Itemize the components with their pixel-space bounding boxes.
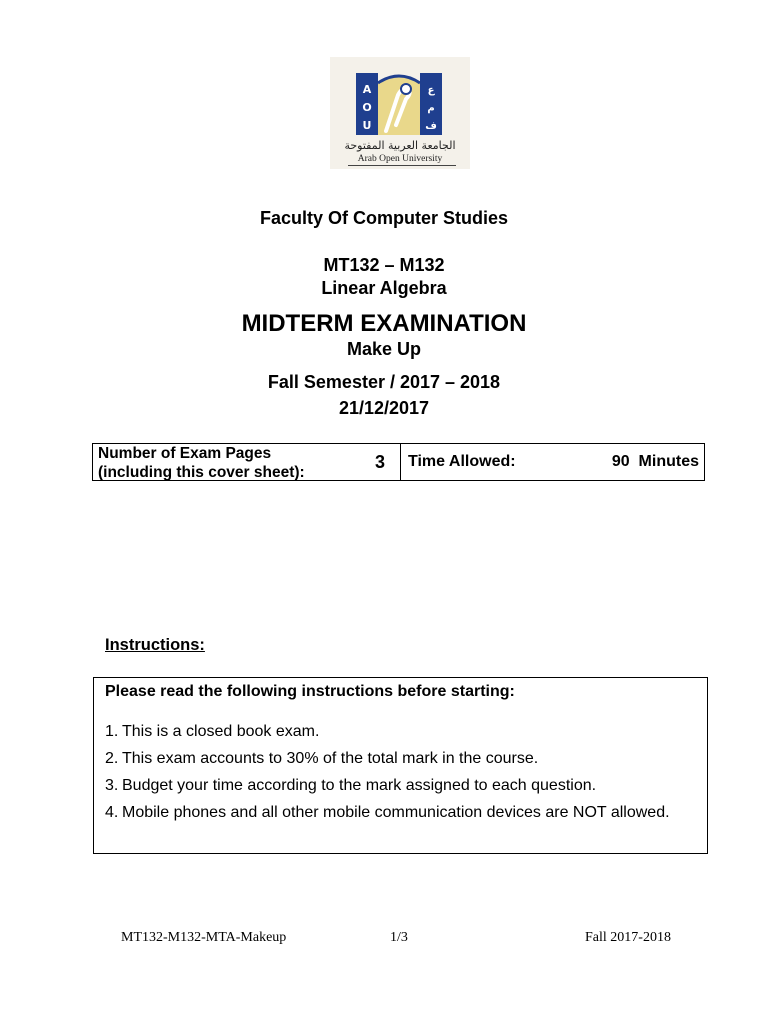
svg-text:م: م — [427, 103, 435, 114]
pages-label-line1: Number of Exam Pages — [98, 445, 272, 462]
item-text: This exam accounts to 30% of the total mark in the course. — [122, 750, 539, 767]
list-item — [105, 749, 697, 769]
university-logo — [330, 57, 470, 169]
item-text: Mobile phones and all other mobile communication devices are NOT allowed. — [122, 804, 670, 821]
exam-info-table — [92, 443, 705, 481]
svg-text:ف: ف — [425, 121, 437, 132]
instructions-intro: Please read the following instructions before starting: — [105, 683, 515, 700]
logo-english-name: Arab Open University — [330, 154, 470, 164]
footer-semester: Fall 2017-2018 — [585, 930, 671, 945]
svg-text:U: U — [362, 119, 372, 132]
pages-label-line2: (including this cover sheet): — [98, 464, 305, 481]
footer-page-number: 1/3 — [390, 930, 408, 945]
list-item — [105, 722, 697, 742]
instructions-box — [93, 677, 708, 854]
logo-arabic-name: الجامعة العربية المفتوحة — [344, 139, 456, 152]
footer-document-code: MT132-M132-MTA-Makeup — [121, 930, 287, 945]
semester: Fall Semester / 2017 – 2018 — [267, 372, 501, 392]
faculty-name: Faculty Of Computer Studies — [259, 208, 509, 228]
item-number: 1. — [105, 723, 119, 740]
exam-date: 21/12/2017 — [338, 398, 430, 418]
logo-gold-panel — [378, 75, 420, 135]
course-name: Linear Algebra — [321, 278, 447, 298]
item-number: 3. — [105, 777, 119, 794]
pages-label — [98, 444, 305, 482]
exam-title: MIDTERM EXAMINATION — [241, 310, 527, 337]
instructions-list — [105, 722, 697, 830]
item-number: 2. — [105, 750, 119, 767]
svg-text:O: O — [362, 101, 372, 114]
item-text: This is a closed book exam. — [122, 723, 320, 740]
svg-text:ع: ع — [427, 85, 435, 96]
svg-text:A: A — [362, 83, 372, 96]
item-text: Budget your time according to the mark assigned to each question. — [122, 777, 597, 794]
list-item — [105, 776, 697, 796]
item-number: 4. — [105, 804, 119, 821]
pages-cell — [93, 444, 401, 480]
exam-type: Make Up — [346, 339, 422, 359]
course-code: MT132 – M132 — [323, 255, 445, 275]
time-allowed-value: 90 Minutes — [611, 453, 699, 470]
aou-emblem-icon — [356, 73, 442, 137]
list-item — [105, 803, 697, 823]
time-allowed-label: Time Allowed: — [408, 453, 516, 470]
instructions-heading: Instructions: — [105, 636, 205, 654]
pages-value: 3 — [374, 452, 385, 472]
